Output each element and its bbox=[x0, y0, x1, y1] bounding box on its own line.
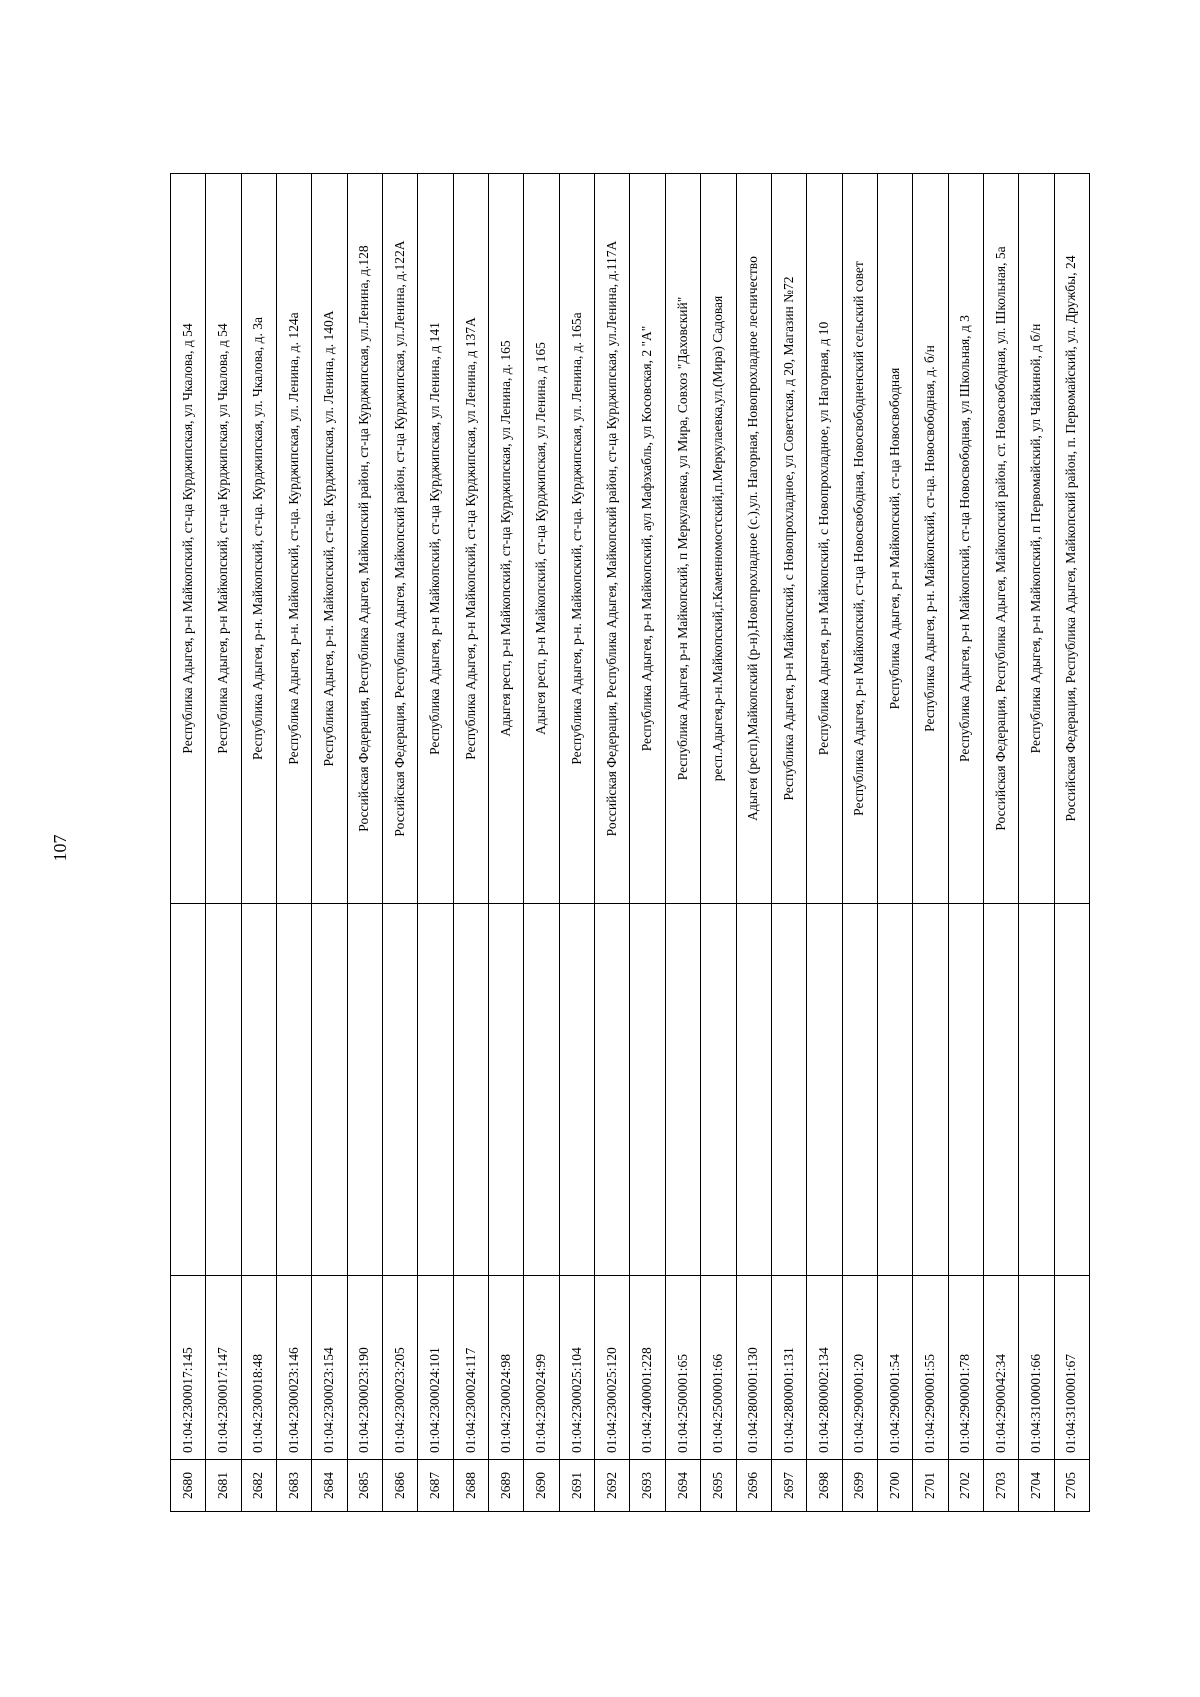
address-cell: респ.Адыгея,р-н.Майкопский,г.Каменномостский,п.Меркулаевка,ул.(Мира) Садовая bbox=[701, 174, 736, 904]
cadastral-number-cell: 01:04:3100001:66 bbox=[1019, 1276, 1054, 1460]
address-cell: Адыгея респ, р-н Майкопский, ст-ца Курджипская, ул Ленина, д. 165 bbox=[489, 174, 524, 904]
address-cell: Республика Адыгея, р-н Майкопский, с Новопрохладное, ул Советская, д 20, Магазин №72 bbox=[771, 174, 806, 904]
row-number-cell: 2698 bbox=[807, 1460, 842, 1512]
empty-cell bbox=[595, 904, 630, 1276]
cadastral-number-cell: 01:04:2800001:131 bbox=[771, 1276, 806, 1460]
empty-cell bbox=[453, 904, 488, 1276]
row-number-cell: 2685 bbox=[347, 1460, 382, 1512]
address-cell: Республика Адыгея, р-н Майкопский, ст-ца Курджипская, ул Чкалова, д 54 bbox=[206, 174, 241, 904]
address-cell: Республика Адыгея, р-н Майкопский, ст-ца Новосвободная, Новосвободненский сельский совет bbox=[842, 174, 877, 904]
page-number: 107 bbox=[50, 834, 70, 862]
cadastral-number-cell: 01:04:3100001:67 bbox=[1054, 1276, 1089, 1460]
empty-cell bbox=[630, 904, 665, 1276]
address-cell: Республика Адыгея, р-н. Майкопский, ст-ца. Курджипская, ул. Ленина, д. 165а bbox=[559, 174, 594, 904]
cadastral-number-cell: 01:04:2300023:190 bbox=[347, 1276, 382, 1460]
empty-cell bbox=[983, 904, 1018, 1276]
empty-cell bbox=[171, 904, 206, 1276]
cadastral-number-cell: 01:04:2300024:98 bbox=[489, 1276, 524, 1460]
table-row bbox=[418, 174, 453, 1512]
table-row bbox=[1054, 174, 1089, 1512]
address-cell: Российская Федерация, Республика Адыгея, Майкопский район, ст-ца Курджипская, ул.Ленина, д.117А bbox=[595, 174, 630, 904]
empty-cell bbox=[948, 904, 983, 1276]
registry-table-wrapper bbox=[170, 174, 1090, 1512]
row-number-cell: 2688 bbox=[453, 1460, 488, 1512]
table-row bbox=[736, 174, 771, 1512]
table-row bbox=[206, 174, 241, 1512]
row-number-cell: 2694 bbox=[665, 1460, 700, 1512]
address-cell: Республика Адыгея, р-н Майкопский, ст-ца Новосвободная bbox=[877, 174, 912, 904]
address-cell: Республика Адыгея, р-н. Майкопский, ст-ца. Новосвободная, д. б/н bbox=[913, 174, 948, 904]
cadastral-number-cell: 01:04:2500001:66 bbox=[701, 1276, 736, 1460]
address-cell: Республика Адыгея, р-н Майкопский, с Новопрохладное, ул Нагорная, д 10 bbox=[807, 174, 842, 904]
cadastral-number-cell: 01:04:2300018:48 bbox=[241, 1276, 276, 1460]
address-cell: Республика Адыгея, р-н Майкопский, ст-ца Курджипская, ул Ленина, д 141 bbox=[418, 174, 453, 904]
table-row bbox=[877, 174, 912, 1512]
row-number-cell: 2690 bbox=[524, 1460, 559, 1512]
row-number-cell: 2687 bbox=[418, 1460, 453, 1512]
row-number-cell: 2691 bbox=[559, 1460, 594, 1512]
table-row bbox=[983, 174, 1018, 1512]
empty-cell bbox=[241, 904, 276, 1276]
address-cell: Республика Адыгея, р-н Майкопский, ст-ца Курджипская, ул Чкалова, д 54 bbox=[171, 174, 206, 904]
address-cell: Республика Адыгея, р-н Майкопский, аул Мафэхабль, ул Косовская, 2 "А" bbox=[630, 174, 665, 904]
table-row bbox=[948, 174, 983, 1512]
table-row bbox=[842, 174, 877, 1512]
empty-cell bbox=[665, 904, 700, 1276]
row-number-cell: 2683 bbox=[277, 1460, 312, 1512]
row-number-cell: 2703 bbox=[983, 1460, 1018, 1512]
table-row bbox=[701, 174, 736, 1512]
table-row bbox=[277, 174, 312, 1512]
cadastral-number-cell: 01:04:2300024:99 bbox=[524, 1276, 559, 1460]
empty-cell bbox=[418, 904, 453, 1276]
table-row bbox=[383, 174, 418, 1512]
cadastral-number-cell: 01:04:2300017:145 bbox=[171, 1276, 206, 1460]
empty-cell bbox=[877, 904, 912, 1276]
address-cell: Республика Адыгея, р-н. Майкопский, ст-ца. Курджипская, ул. Ленина, д. 140А bbox=[312, 174, 347, 904]
table-row bbox=[241, 174, 276, 1512]
row-number-cell: 2702 bbox=[948, 1460, 983, 1512]
table-row bbox=[453, 174, 488, 1512]
table-row bbox=[665, 174, 700, 1512]
row-number-cell: 2705 bbox=[1054, 1460, 1089, 1512]
empty-cell bbox=[383, 904, 418, 1276]
cadastral-number-cell: 01:04:2900001:20 bbox=[842, 1276, 877, 1460]
empty-cell bbox=[524, 904, 559, 1276]
address-cell: Республика Адыгея, р-н Майкопский, п Первомайский, ул Чайкиной, д б/н bbox=[1019, 174, 1054, 904]
registry-table bbox=[170, 173, 1090, 1512]
row-number-cell: 2689 bbox=[489, 1460, 524, 1512]
empty-cell bbox=[559, 904, 594, 1276]
address-cell: Российская Федерация, Республика Адыгея, Майкопский район, п. Первомайский, ул. Дружбы, 24 bbox=[1054, 174, 1089, 904]
cadastral-number-cell: 01:04:2300024:117 bbox=[453, 1276, 488, 1460]
cadastral-number-cell: 01:04:2300024:101 bbox=[418, 1276, 453, 1460]
cadastral-number-cell: 01:04:2900001:54 bbox=[877, 1276, 912, 1460]
cadastral-number-cell: 01:04:2800001:130 bbox=[736, 1276, 771, 1460]
cadastral-number-cell: 01:04:2300017:147 bbox=[206, 1276, 241, 1460]
address-cell: Российская Федерация, Республика Адыгея, Майкопский район, ст-ца Курджипская, ул.Ленина, д.128 bbox=[347, 174, 382, 904]
registry-table-body bbox=[171, 174, 1090, 1512]
row-number-cell: 2701 bbox=[913, 1460, 948, 1512]
table-row bbox=[312, 174, 347, 1512]
table-row bbox=[807, 174, 842, 1512]
row-number-cell: 2681 bbox=[206, 1460, 241, 1512]
row-number-cell: 2704 bbox=[1019, 1460, 1054, 1512]
empty-cell bbox=[701, 904, 736, 1276]
cadastral-number-cell: 01:04:2300025:120 bbox=[595, 1276, 630, 1460]
table-row bbox=[489, 174, 524, 1512]
address-cell: Российская Федерация, Республика Адыгея, Майкопский район, ст-ца Курджипская, ул.Ленина, д.122А bbox=[383, 174, 418, 904]
empty-cell bbox=[347, 904, 382, 1276]
cadastral-number-cell: 01:04:2500001:65 bbox=[665, 1276, 700, 1460]
cadastral-number-cell: 01:04:2800002:134 bbox=[807, 1276, 842, 1460]
row-number-cell: 2686 bbox=[383, 1460, 418, 1512]
row-number-cell: 2684 bbox=[312, 1460, 347, 1512]
cadastral-number-cell: 01:04:2900042:34 bbox=[983, 1276, 1018, 1460]
address-cell: Адыгея (респ),Майкопский (р-н),Новопрохладное (с.),ул. Нагорная, Новопрохладное лесничество bbox=[736, 174, 771, 904]
row-number-cell: 2680 bbox=[171, 1460, 206, 1512]
address-cell: Республика Адыгея, р-н. Майкопский, ст-ца. Курджипская, ул. Ленина, д. 124а bbox=[277, 174, 312, 904]
empty-cell bbox=[489, 904, 524, 1276]
table-row bbox=[630, 174, 665, 1512]
table-row bbox=[913, 174, 948, 1512]
table-row bbox=[559, 174, 594, 1512]
cadastral-number-cell: 01:04:2400001:228 bbox=[630, 1276, 665, 1460]
empty-cell bbox=[1054, 904, 1089, 1276]
cadastral-number-cell: 01:04:2300023:146 bbox=[277, 1276, 312, 1460]
rotated-table-container bbox=[170, 174, 1090, 1512]
table-row bbox=[524, 174, 559, 1512]
table-row bbox=[1019, 174, 1054, 1512]
cadastral-number-cell: 01:04:2300023:205 bbox=[383, 1276, 418, 1460]
address-cell: Адыгея респ, р-н Майкопский, ст-ца Курджипская, ул Ленина, д 165 bbox=[524, 174, 559, 904]
address-cell: Республика Адыгея, р-н. Майкопский, ст-ца. Курджипская, ул. Чкалова, д. 3а bbox=[241, 174, 276, 904]
row-number-cell: 2695 bbox=[701, 1460, 736, 1512]
cadastral-number-cell: 01:04:2300025:104 bbox=[559, 1276, 594, 1460]
empty-cell bbox=[1019, 904, 1054, 1276]
table-row bbox=[595, 174, 630, 1512]
empty-cell bbox=[771, 904, 806, 1276]
row-number-cell: 2697 bbox=[771, 1460, 806, 1512]
empty-cell bbox=[842, 904, 877, 1276]
address-cell: Республика Адыгея, р-н Майкопский, п Меркулаевка, ул Мира, Совхоз "Даховский" bbox=[665, 174, 700, 904]
address-cell: Республика Адыгея, р-н Майкопский, ст-ца Новосвободная, ул Школьная, д 3 bbox=[948, 174, 983, 904]
empty-cell bbox=[913, 904, 948, 1276]
table-row bbox=[347, 174, 382, 1512]
row-number-cell: 2696 bbox=[736, 1460, 771, 1512]
empty-cell bbox=[736, 904, 771, 1276]
row-number-cell: 2693 bbox=[630, 1460, 665, 1512]
table-row bbox=[771, 174, 806, 1512]
empty-cell bbox=[277, 904, 312, 1276]
empty-cell bbox=[312, 904, 347, 1276]
cadastral-number-cell: 01:04:2300023:154 bbox=[312, 1276, 347, 1460]
cadastral-number-cell: 01:04:2900001:78 bbox=[948, 1276, 983, 1460]
table-row bbox=[171, 174, 206, 1512]
address-cell: Республика Адыгея, р-н Майкопский, ст-ца Курджипская, ул Ленина, д 137А bbox=[453, 174, 488, 904]
row-number-cell: 2699 bbox=[842, 1460, 877, 1512]
cadastral-number-cell: 01:04:2900001:55 bbox=[913, 1276, 948, 1460]
row-number-cell: 2682 bbox=[241, 1460, 276, 1512]
empty-cell bbox=[807, 904, 842, 1276]
empty-cell bbox=[206, 904, 241, 1276]
row-number-cell: 2700 bbox=[877, 1460, 912, 1512]
address-cell: Российская Федерация, Республика Адыгея, Майкопский район, ст. Новосвободная, ул. Школьная, 5а bbox=[983, 174, 1018, 904]
row-number-cell: 2692 bbox=[595, 1460, 630, 1512]
